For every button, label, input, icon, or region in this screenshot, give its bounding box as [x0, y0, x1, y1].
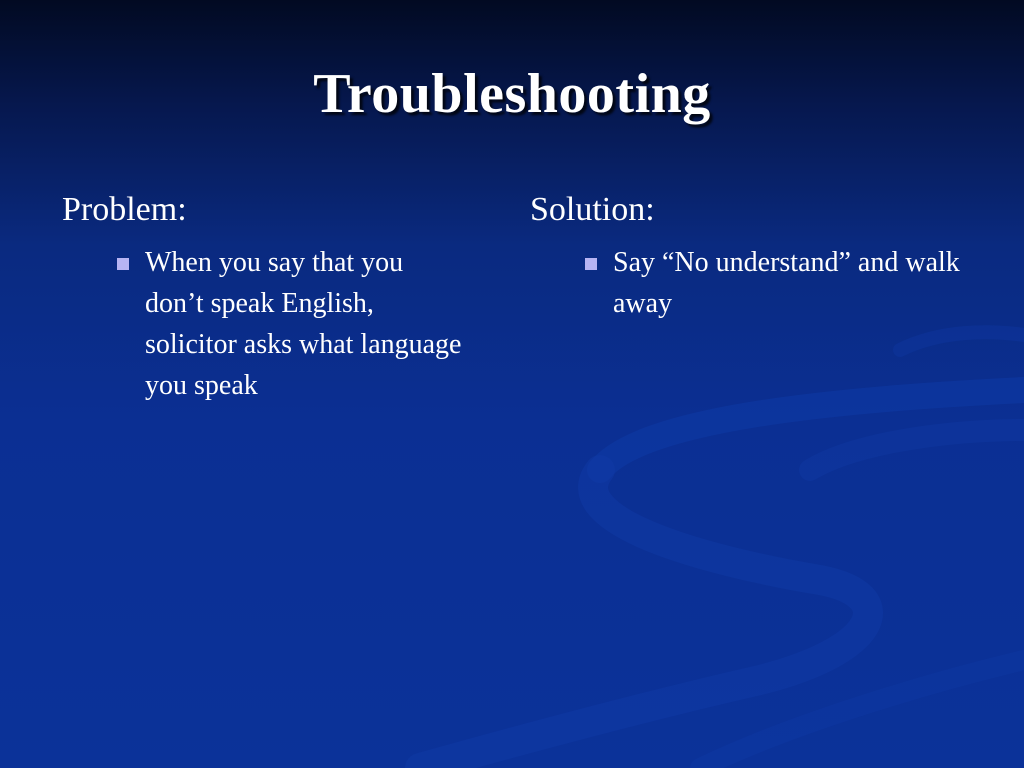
problem-column [62, 190, 462, 406]
solution-bullet-item [530, 242, 990, 324]
problem-bullet-list [62, 242, 462, 406]
square-bullet-icon [117, 258, 129, 270]
solution-bullet-list [530, 242, 990, 324]
solution-heading: Solution: [530, 191, 655, 228]
problem-bullet-text: When you say that you don’t speak English, solicitor asks what language you speak [145, 247, 462, 401]
problem-bullet-item [62, 242, 462, 406]
square-bullet-icon [585, 258, 597, 270]
slide-title: Troubleshooting [313, 63, 711, 125]
problem-heading: Problem: [62, 191, 187, 228]
solution-column [530, 190, 990, 324]
solution-bullet-text: Say “No understand” and walk away [613, 247, 960, 319]
